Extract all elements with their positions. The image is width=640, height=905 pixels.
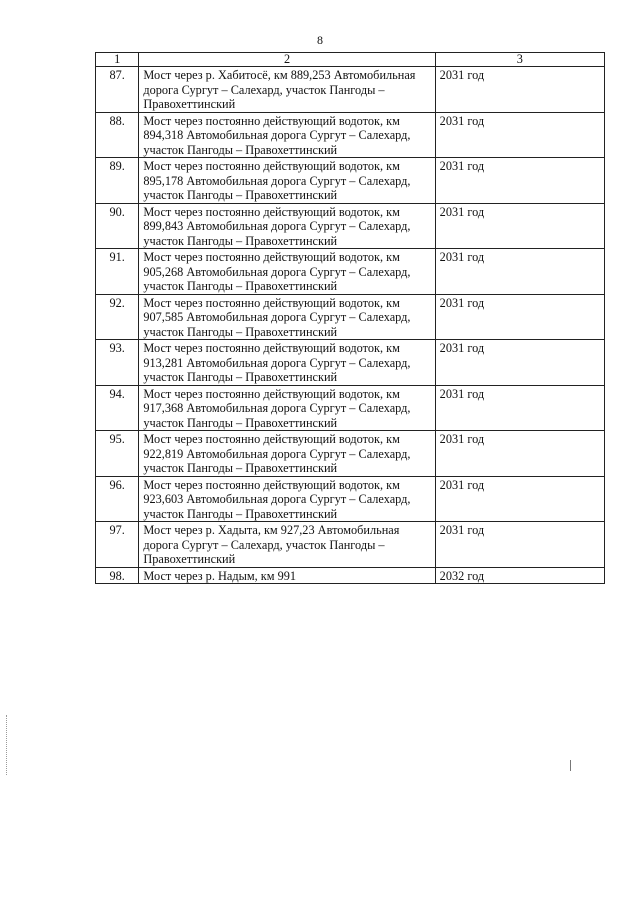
completion-year: 2031 год [435, 522, 604, 568]
completion-year: 2031 год [435, 476, 604, 522]
row-number: 91. [96, 249, 139, 295]
column-header-3: 3 [435, 53, 604, 67]
completion-year: 2031 год [435, 294, 604, 340]
row-number: 98. [96, 567, 139, 584]
row-number: 93. [96, 340, 139, 386]
table-row [96, 158, 605, 204]
completion-year: 2031 год [435, 385, 604, 431]
column-header-1: 1 [96, 53, 139, 67]
scan-edge-mark [570, 760, 571, 771]
row-number: 95. [96, 431, 139, 477]
scan-margin-marks [6, 715, 8, 775]
row-number: 90. [96, 203, 139, 249]
bridge-description: Мост через постоянно действующий водоток, км 895,178 Автомобильная дорога Сургут – Салехард, участок Пангоды – Правохеттинский [139, 158, 435, 204]
table-row [96, 431, 605, 477]
column-header-2: 2 [139, 53, 435, 67]
table-row [96, 567, 605, 584]
row-number: 89. [96, 158, 139, 204]
bridge-description: Мост через постоянно действующий водоток, км 905,268 Автомобильная дорога Сургут – Салехард, участок Пангоды – Правохеттинский [139, 249, 435, 295]
bridge-description: Мост через постоянно действующий водоток, км 923,603 Автомобильная дорога Сургут – Салехард, участок Пангоды – Правохеттинский [139, 476, 435, 522]
table-row [96, 522, 605, 568]
row-number: 92. [96, 294, 139, 340]
row-number: 88. [96, 112, 139, 158]
bridge-description: Мост через постоянно действующий водоток, км 913,281 Автомобильная дорога Сургут – Салехард, участок Пангоды – Правохеттинский [139, 340, 435, 386]
bridge-description: Мост через постоянно действующий водоток, км 894,318 Автомобильная дорога Сургут – Салехард, участок Пангоды – Правохеттинский [139, 112, 435, 158]
completion-year: 2031 год [435, 340, 604, 386]
row-number: 94. [96, 385, 139, 431]
table-row [96, 249, 605, 295]
bridge-description: Мост через р. Надым, км 991 [139, 567, 435, 584]
row-number: 96. [96, 476, 139, 522]
bridge-description: Мост через постоянно действующий водоток, км 899,843 Автомобильная дорога Сургут – Салехард, участок Пангоды – Правохеттинский [139, 203, 435, 249]
table-row [96, 385, 605, 431]
row-number: 87. [96, 67, 139, 113]
table-row [96, 67, 605, 113]
bridge-schedule-table [95, 52, 605, 584]
page-number: 8 [317, 33, 323, 47]
completion-year: 2031 год [435, 203, 604, 249]
completion-year: 2031 год [435, 112, 604, 158]
completion-year: 2031 год [435, 249, 604, 295]
table-row [96, 203, 605, 249]
bridge-description: Мост через р. Хадыта, км 927,23 Автомобильная дорога Сургут – Салехард, участок Пангоды –Правохеттинский [139, 522, 435, 568]
row-number: 97. [96, 522, 139, 568]
table-row [96, 294, 605, 340]
completion-year: 2032 год [435, 567, 604, 584]
bridge-description: Мост через постоянно действующий водоток, км 922,819 Автомобильная дорога Сургут – Салехард, участок Пангоды – Правохеттинский [139, 431, 435, 477]
completion-year: 2031 год [435, 431, 604, 477]
bridge-description: Мост через постоянно действующий водоток, км 917,368 Автомобильная дорога Сургут – Салехард, участок Пангоды – Правохеттинский [139, 385, 435, 431]
table-header-row [96, 53, 605, 67]
bridge-description: Мост через постоянно действующий водоток, км 907,585 Автомобильная дорога Сургут – Салехард, участок Пангоды – Правохеттинский [139, 294, 435, 340]
completion-year: 2031 год [435, 158, 604, 204]
bridge-description: Мост через р. Хабитосё, км 889,253 Автомобильная дорога Сургут – Салехард, участок Пангоды – Правохеттинский [139, 67, 435, 113]
table-row [96, 112, 605, 158]
table-row [96, 476, 605, 522]
completion-year: 2031 год [435, 67, 604, 113]
table-row [96, 340, 605, 386]
